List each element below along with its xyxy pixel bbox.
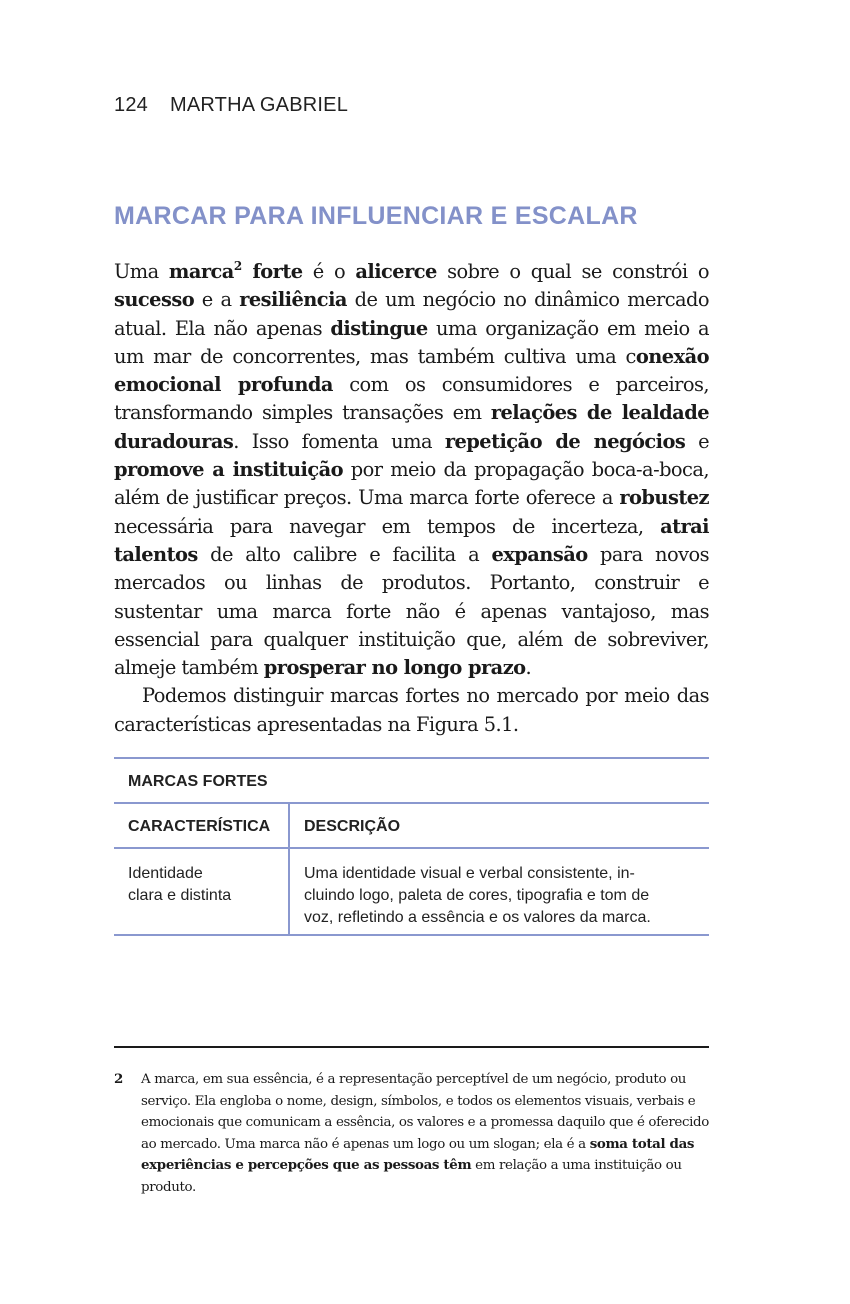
bold-run: promove a instituição [114,458,343,482]
page-number: 124 [114,94,148,116]
text-run: uma organização em meio a um mar de concorrentes, mas também cultiva uma c [114,316,710,368]
text-run: . Isso fomenta uma [233,429,445,453]
text-run: é o [302,260,356,283]
column-header-description: DESCRIÇÃO [304,818,401,835]
text-run: de alto calibre e facilita a [197,542,492,566]
text-run: em relação a uma instituição ou produto. [141,1158,682,1195]
table-row [114,849,709,934]
cell-line: cluindo logo, paleta de cores, tipografia e tom de [304,887,650,904]
footnote-text [141,1069,709,1198]
marcas-fortes-table [114,757,709,936]
text-run: . [525,656,532,680]
text-run: A marca, em sua essência, é a representação perceptível de um negócio, produto ou serviço. Ela engloba o nome, design, símbolos, e todos os elementos visuais, verbais e emocionais que comunicam a essência, os valores e a promessa daquilo que é oferecido ao mercado. Uma marca não é apenas um logo ou um slogan; ela é a [141,1072,709,1152]
footnote-marker[interactable]: 2 [233,259,242,273]
section-title: MARCAR PARA INFLUENCIAR E ESCALAR [114,202,638,230]
bold-run: expansão [491,542,588,566]
bold-run: resiliência [239,288,347,312]
table-header-row [114,804,709,847]
body-text [114,258,709,739]
text-run: necessária para navegar em tempos de incerteza, [114,514,661,538]
cell-line: Uma identidade visual e verbal consistente, in- [304,865,635,882]
table-bottom-rule [114,934,709,936]
paragraph-2: Podemos distinguir marcas fortes no mercado por meio das características apresentadas na Figura 5.1. [114,684,709,736]
text-run: por meio da propagação boca-a-boca, além de justificar preços. Uma marca forte oferece a [114,458,709,510]
bold-run: forte [241,260,303,283]
cell-line: Identidade [128,865,203,882]
footnote-number: 2 [114,1071,123,1087]
running-header [114,94,348,117]
text-run: de um negócio no dinâmico mercado atual. Ela não apenas [114,288,710,340]
text-run: Uma [114,260,169,283]
bold-run: robustez [619,486,709,510]
author-name: MARTHA GABRIEL [169,94,349,116]
bold-run: soma total das experiências e percepções que as pessoas têm [141,1135,695,1173]
paragraph-1 [114,258,709,682]
bold-run: repetição de negócios [444,429,686,453]
text-run: para novos mercados ou linhas de produtos. Portanto, construir e sustentar uma marca forte não é apenas vantajoso, mas essencial para qualquer instituição que, além de sobreviver, almeje também [114,542,709,680]
description-cell [290,849,709,934]
bold-run: onexão emocional profunda [114,344,709,397]
text-run: sobre o qual se constrói o [436,260,709,283]
text-run: e a [194,288,240,312]
bold-run: distingue [330,316,428,340]
table-title: MARCAS FORTES [128,773,268,790]
bold-run: atrai talentos [114,514,709,566]
bold-run: relações de lealdade duradouras [114,401,709,453]
text-run: com os consumidores e parceiros, transformando simples transações em [114,373,709,425]
bold-run: alicerce [355,260,437,283]
footnote-separator [114,1046,709,1048]
footnote [114,1069,709,1198]
cell-line: voz, refletindo a essência e os valores da marca. [304,909,651,926]
text-run: e [685,429,709,453]
bold-run: sucesso [114,288,195,312]
characteristic-cell [114,849,290,934]
bold-run: marca [168,260,234,283]
column-header-characteristic: CARACTERÍSTICA [114,804,290,847]
cell-line: clara e distinta [128,887,232,904]
bold-run: prosperar no longo prazo [263,656,526,680]
